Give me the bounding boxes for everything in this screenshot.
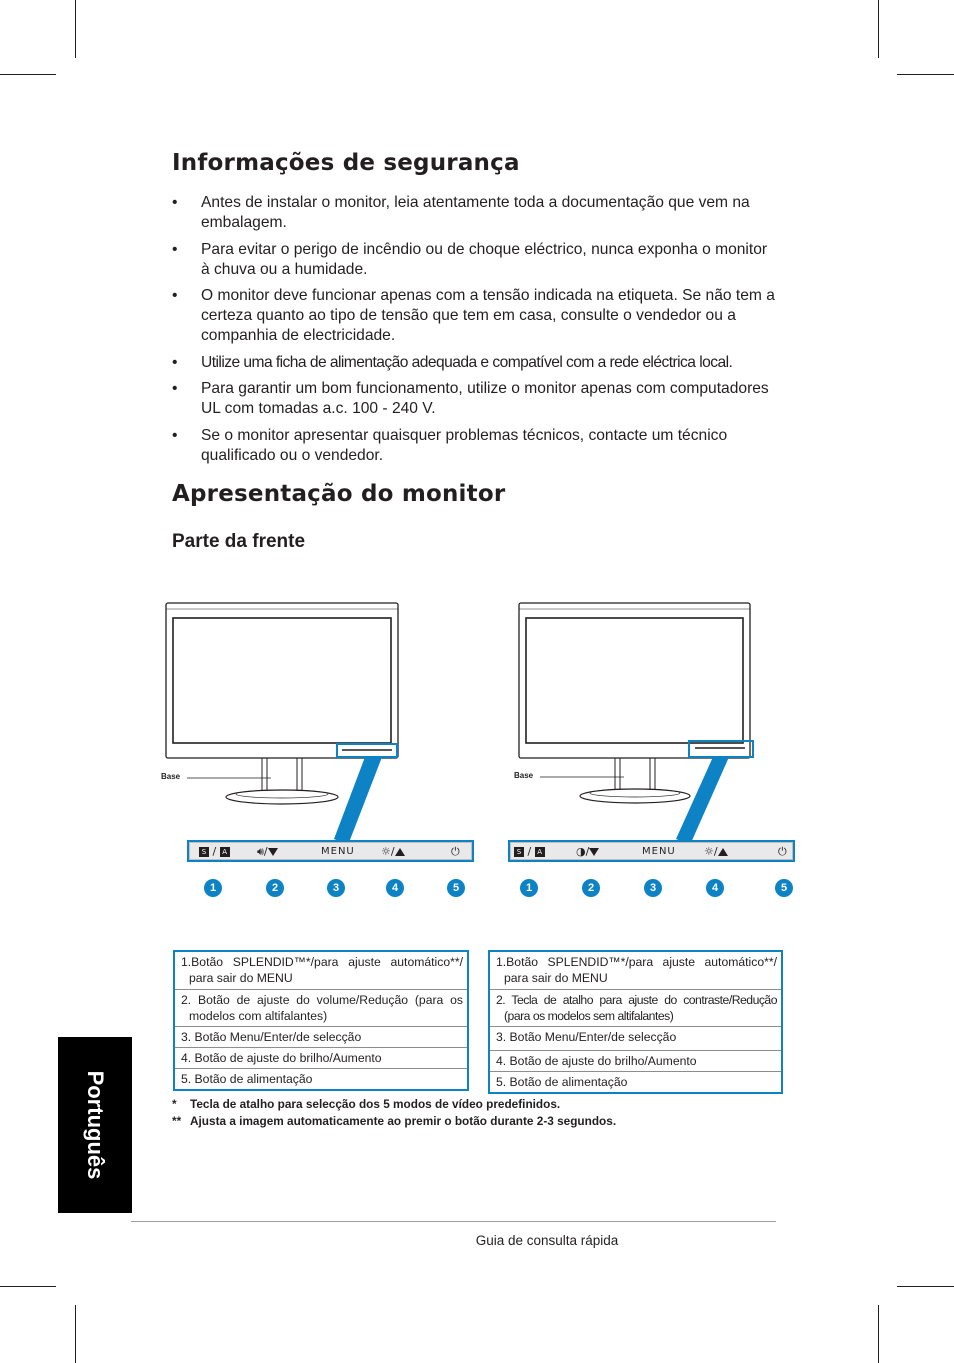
brightness-up-icon[interactable]: ☼/: [381, 845, 405, 858]
list-item: • Antes de instalar o monitor, leia atentamente toda a documentação que vem na embalagem.: [172, 194, 750, 231]
contrast-down-icon[interactable]: ◑/: [576, 845, 599, 858]
crop-mark: [878, 1305, 879, 1363]
number-badge: 5: [775, 879, 793, 897]
footnote-text: Tecla de atalho para selecção dos 5 modos de vídeo predefinidos.: [190, 1097, 561, 1111]
monitor-illustration-left: [150, 595, 490, 845]
table-row: [489, 989, 782, 1026]
front-subtitle: Parte da frente: [172, 531, 306, 552]
list-item-text: Antes de instalar o monitor, leia atentamente toda a documentação que vem na embalagem.: [201, 194, 750, 231]
table-row: [489, 1050, 782, 1071]
menu-button[interactable]: MENU: [642, 846, 676, 857]
list-item: • O monitor deve funcionar apenas com a tensão indicada na etiqueta. Se não tem a certeza quanto ao tipo de tensão que tem em casa, consulte o vendedor ou a companhia de electricidade.: [172, 287, 775, 344]
number-badge: 2: [266, 879, 284, 897]
number-badge: 2: [582, 879, 600, 897]
table-row: [489, 1071, 782, 1093]
safety-list: [172, 193, 778, 472]
table-row: [174, 951, 468, 989]
splendid-auto-icon[interactable]: S / A: [199, 845, 230, 858]
footnote: [172, 1114, 616, 1128]
list-item: • Se o monitor apresentar quaisquer problemas técnicos, contacte um técnico qualificado ou o vendedor.: [172, 426, 728, 464]
number-badge: 1: [204, 879, 222, 897]
crop-mark: [0, 74, 56, 75]
table-row: [174, 1068, 468, 1090]
table-row: [174, 1047, 468, 1068]
list-item: • Para garantir um bom funcionamento, utilize o monitor apenas com computadores UL com tomadas a.c. 100 - 240 V.: [172, 380, 769, 417]
number-badge: 3: [644, 879, 662, 897]
brightness-up-icon[interactable]: ☼/: [704, 845, 728, 858]
monitor-illustration-right: [503, 595, 843, 845]
overview-title: Apresentação do monitor: [172, 481, 506, 507]
table-row: [489, 1026, 782, 1050]
list-item: • Para evitar o perigo de incêndio ou de choque eléctrico, nunca exponha o monitor à chuva ou a humidade.: [172, 240, 768, 278]
footnote-mark: **: [172, 1114, 182, 1128]
number-badge: 3: [327, 879, 345, 897]
table-cell: 2. Tecla de atalho para ajuste do contraste/Redução (para os modelos sem altifalantes): [489, 989, 782, 1026]
menu-button[interactable]: MENU: [321, 846, 355, 857]
table-row: [174, 989, 468, 1026]
button-table-right: [488, 950, 783, 1094]
table-row: [489, 951, 782, 989]
number-badge: 4: [386, 879, 404, 897]
crop-mark: [75, 0, 76, 58]
number-badge: 4: [706, 879, 724, 897]
footnote-mark: *: [172, 1097, 177, 1111]
footnote: [172, 1097, 560, 1111]
table-cell: 3. Botão Menu/Enter/de selecção: [489, 1026, 782, 1050]
number-badge: 1: [520, 879, 538, 897]
table-cell: 5. Botão de alimentação: [181, 1071, 313, 1086]
volume-down-icon[interactable]: 🔊︎/: [257, 845, 278, 858]
safety-title: Informações de segurança: [172, 150, 520, 176]
number-badge: 5: [447, 879, 465, 897]
table-row: [174, 1026, 468, 1047]
table-cell: 4. Botão de ajuste do brilho/Aumento: [174, 1047, 468, 1068]
power-icon[interactable]: ⏻: [451, 845, 460, 858]
list-item-text: O monitor deve funcionar apenas com a tensão indicada na etiqueta. Se não tem a certeza quanto ao tipo de tensão que tem em casa, consulte o vendedor ou a companhia de electricidade.: [201, 287, 775, 344]
crop-mark: [0, 1286, 56, 1287]
power-icon[interactable]: ⏻: [778, 845, 787, 858]
table-cell: 1.Botão SPLENDID™*/para ajuste automático**/ para sair do MENU: [489, 951, 782, 989]
splendid-auto-icon[interactable]: S / A: [514, 845, 545, 858]
crop-mark: [897, 1286, 954, 1287]
crop-mark: [878, 0, 879, 58]
base-label: Base: [514, 771, 534, 780]
footer-divider: [131, 1221, 776, 1222]
control-strip-right: [508, 840, 795, 862]
language-tab-label: Português: [83, 1070, 108, 1180]
list-item-text: Para garantir um bom funcionamento, utilize o monitor apenas com computadores UL com tomadas a.c. 100 - 240 V.: [201, 380, 769, 417]
list-item-text: Utilize uma ficha de alimentação adequada e compatível com a rede eléctrica local.: [201, 353, 733, 371]
footer-text: Guia de consulta rápida: [475, 1233, 619, 1248]
list-item-text: Para evitar o perigo de incêndio ou de choque eléctrico, nunca exponha o monitor à chuva ou a humidade.: [201, 240, 768, 278]
language-tab: [58, 1037, 132, 1213]
control-strip-left: [187, 840, 474, 862]
table-cell: 2. Botão de ajuste do volume/Redução (para os modelos com altifalantes): [174, 989, 468, 1026]
list-item-text: Se o monitor apresentar quaisquer problemas técnicos, contacte um técnico qualificado ou o vendedor.: [201, 426, 728, 464]
base-label: Base: [161, 772, 181, 781]
table-cell: 1.Botão SPLENDID™*/para ajuste automático**/ para sair do MENU: [174, 951, 468, 989]
table-cell: 3. Botão Menu/Enter/de selecção: [174, 1026, 468, 1047]
footnote-text: Ajusta a imagem automaticamente ao premir o botão durante 2-3 segundos.: [190, 1114, 617, 1128]
table-cell: 5. Botão de alimentação: [496, 1074, 628, 1089]
table-cell: 4. Botão de ajuste do brilho/Aumento: [489, 1050, 782, 1071]
button-table-left: [173, 950, 469, 1091]
crop-mark: [897, 74, 954, 75]
list-item: • Utilize uma ficha de alimentação adequada e compatível com a rede eléctrica local.: [172, 353, 733, 371]
crop-mark: [75, 1305, 76, 1363]
